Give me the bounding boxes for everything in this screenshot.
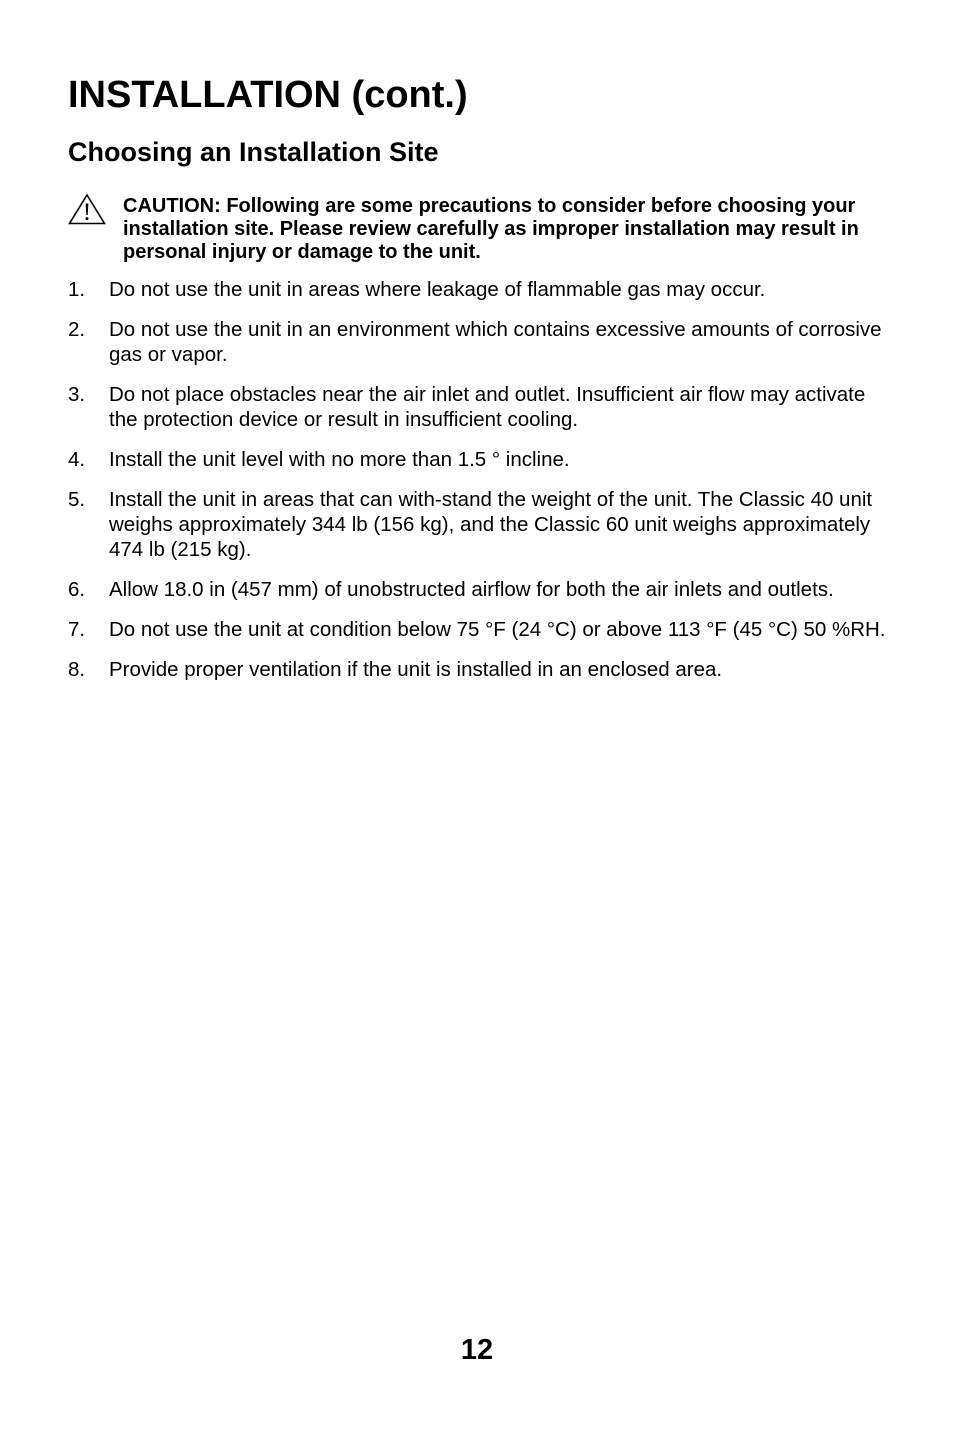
caution-message: Following are some precautions to consider before choosing your installation site. Please review carefully as improper installation may result in personal injury or damage to the unit.: [123, 195, 859, 263]
section-title: Choosing an Installation Site: [68, 137, 439, 167]
list-item: [68, 447, 888, 472]
caution-text: [123, 195, 893, 264]
list-item-text: Do not place obstacles near the air inlet and outlet. Insufficient air flow may activate the protection device or result in insufficient cooling.: [109, 383, 866, 431]
list-item-number: 1.: [68, 278, 86, 301]
list-item-text: Do not use the unit in an environment which contains excessive amounts of corrosive gas or vapor.: [109, 318, 882, 366]
list-item-text: Do not use the unit in areas where leakage of flammable gas may occur.: [109, 278, 766, 301]
list-item-text: Provide proper ventilation if the unit is installed in an enclosed area.: [109, 658, 723, 681]
precautions-list: [68, 277, 888, 697]
list-item: [68, 577, 888, 602]
list-item-number: 8.: [68, 658, 86, 681]
list-item: [68, 657, 888, 682]
list-item: [68, 617, 888, 642]
list-item-text: Allow 18.0 in (457 mm) of unobstructed airflow for both the air inlets and outlets.: [109, 578, 834, 601]
list-item-number: 5.: [68, 488, 86, 511]
list-item-number: 7.: [68, 618, 86, 641]
list-item-text: Do not use the unit at condition below 75 °F (24 °C) or above 113 °F (45 °C) 50 %RH.: [109, 618, 886, 641]
caution-label: CAUTION:: [123, 195, 221, 217]
list-item: [68, 317, 888, 367]
list-item-text: Install the unit in areas that can with-stand the weight of the unit. The Classic 40 unit weighs approximately 344 lb (156 kg), and the Classic 60 unit weighs approximately 474 lb (215 kg).: [109, 488, 873, 561]
page-number: 12: [460, 1334, 494, 1366]
list-item-number: 6.: [68, 578, 86, 601]
list-item: [68, 487, 888, 562]
warning-triangle-icon: [68, 193, 106, 225]
list-item: [68, 277, 888, 302]
list-item: [68, 382, 888, 432]
page-title: INSTALLATION (cont.): [68, 74, 468, 116]
list-item-number: 3.: [68, 383, 86, 406]
list-item-number: 4.: [68, 448, 86, 471]
list-item-number: 2.: [68, 318, 86, 341]
list-item-text: Install the unit level with no more than 1.5 ° incline.: [109, 448, 570, 471]
